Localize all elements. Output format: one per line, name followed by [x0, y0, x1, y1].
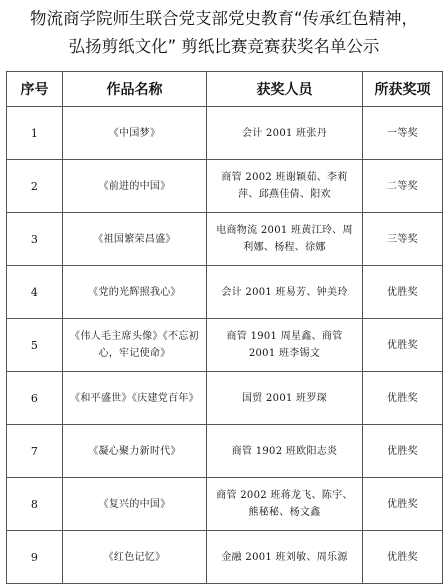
row-work-title: 《前进的中国》	[63, 160, 207, 213]
row-work-title: 《凝心聚力新时代》	[63, 425, 207, 478]
row-work-title: 《和平盛世》《庆建党百年》	[63, 372, 207, 425]
header-winners: 获奖人员	[207, 72, 363, 107]
row-award: 优胜奖	[363, 478, 443, 531]
row-award: 优胜奖	[363, 425, 443, 478]
row-serial-number: 5	[7, 319, 63, 372]
row-winners: 会计 2001 班易芳、钟美玲	[207, 266, 363, 319]
header-work-title: 作品名称	[63, 72, 207, 107]
row-award: 优胜奖	[363, 319, 443, 372]
award-table	[6, 71, 443, 584]
row-serial-number: 2	[7, 160, 63, 213]
row-winners: 金融 2001 班刘敏、周乐源	[207, 531, 363, 584]
row-work-title: 《中国梦》	[63, 107, 207, 160]
row-serial-number: 4	[7, 266, 63, 319]
table-row	[7, 107, 443, 160]
row-award: 二等奖	[363, 160, 443, 213]
row-work-title: 《党的光辉照我心》	[63, 266, 207, 319]
document-title-line-2: 弘扬剪纸文化” 剪纸比赛竞赛获奖名单公示	[68, 37, 380, 56]
table-row	[7, 319, 443, 372]
row-work-title: 《复兴的中国》	[63, 478, 207, 531]
row-award: 三等奖	[363, 213, 443, 266]
row-serial-number: 8	[7, 478, 63, 531]
table-row	[7, 425, 443, 478]
row-winners: 商管 2002 班蒋龙飞、陈宇、熊秘秘、杨文鑫	[207, 478, 363, 531]
row-winners: 电商物流 2001 班黄江玲、周利娜、杨程、徐娜	[207, 213, 363, 266]
table-row	[7, 531, 443, 584]
row-winners: 商管 1902 班欧阳志炎	[207, 425, 363, 478]
row-serial-number: 6	[7, 372, 63, 425]
row-winners: 会计 2001 班张丹	[207, 107, 363, 160]
row-work-title: 《红色记忆》	[63, 531, 207, 584]
row-serial-number: 3	[7, 213, 63, 266]
table-row	[7, 266, 443, 319]
row-award: 优胜奖	[363, 531, 443, 584]
table-row	[7, 372, 443, 425]
document-title-line-1: 物流商学院师生联合党支部党史教育“传承红色精神，	[29, 9, 419, 28]
row-award: 一等奖	[363, 107, 443, 160]
row-serial-number: 7	[7, 425, 63, 478]
header-award: 所获奖项	[363, 72, 443, 107]
row-serial-number: 1	[7, 107, 63, 160]
row-award: 优胜奖	[363, 372, 443, 425]
table-row	[7, 213, 443, 266]
header-serial-number: 序号	[7, 72, 63, 107]
table-row	[7, 478, 443, 531]
row-work-title: 《伟人毛主席头像》《不忘初心，牢记使命》	[63, 319, 207, 372]
row-winners: 商管 1901 周星鑫、商管 2001 班李锡文	[207, 319, 363, 372]
table-row	[7, 160, 443, 213]
table-header-row	[7, 72, 443, 107]
row-winners: 商管 2002 班谢颖茹、李莉萍、邱燕佳倩、阳欢	[207, 160, 363, 213]
row-winners: 国贸 2001 班罗琛	[207, 372, 363, 425]
row-work-title: 《祖国繁荣昌盛》	[63, 213, 207, 266]
row-award: 优胜奖	[363, 266, 443, 319]
row-serial-number: 9	[7, 531, 63, 584]
